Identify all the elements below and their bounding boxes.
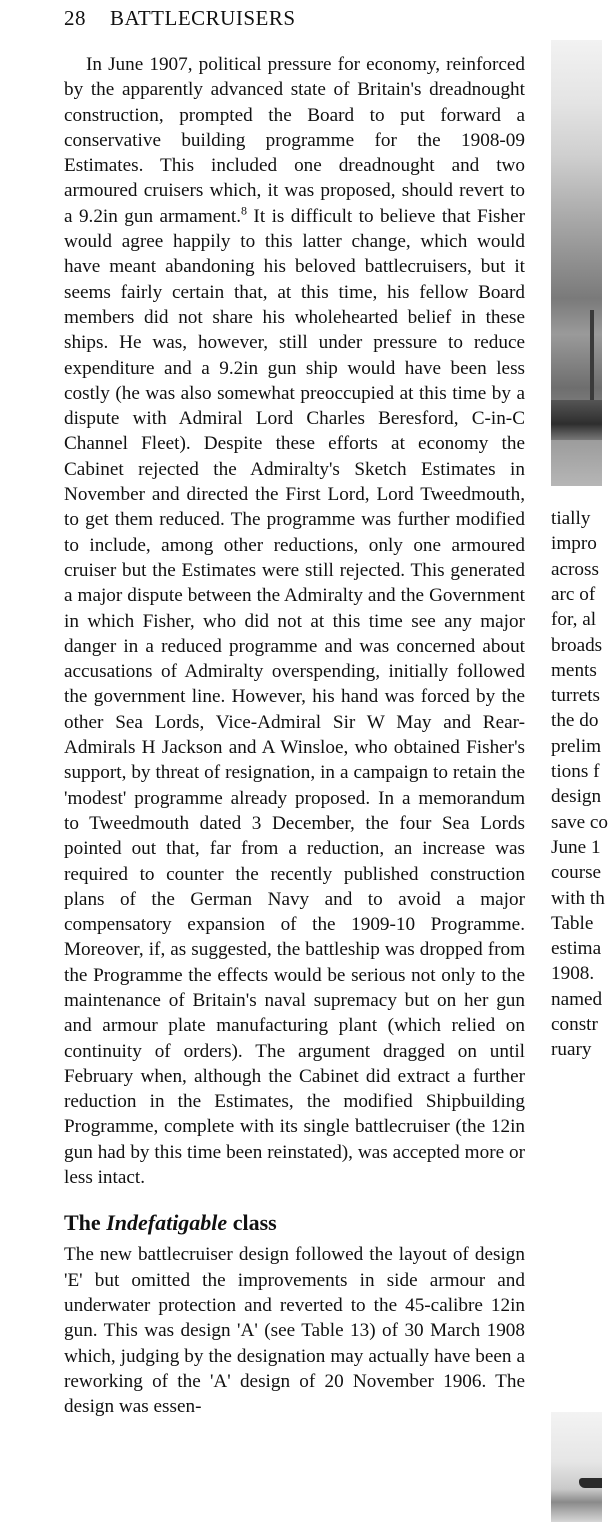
running-header [64, 6, 296, 31]
ship-silhouette [579, 1478, 602, 1488]
right-column-fragment: 1908. [551, 963, 595, 985]
right-column-fragment: with th [551, 887, 605, 909]
right-column-fragment: for, al [551, 609, 597, 631]
paragraph-economy: In June 1907, political pressure for economy, reinforced by the apparently advanced state of Britain's dreadnought construction, prompted the Board to put forward a conservative building programme for the 1908-09 Estimates. This included one dreadnought and two armoured cruisers which, it was proposed, should revert to a 9.2in gun armament.$^8$ It is difficult to believe that Fisher would agree happily to this latter change, which would have meant abandoning his beloved battlecruisers, but it seems fairly certain that, at this time, his fellow Board members did not share his wholehearted belief in these ships. He was, however, still under pressure to reduce expenditure and a 9.2in gun ship would have been less costly (he was also somewhat preoccupied at this time by a dispute with Admiral Lord Charles Beresford, C-in-C Channel Fleet). Despite these efforts at economy the Cabinet rejected the Admiralty's Sketch Estimates in November and directed the First Lord, Lord Tweedmouth, to get them reduced. The programme was further modified to include, among other reductions, only one armoured cruiser but the Estimates were still rejected. This generated a major dispute between the Admiralty and the Government in which Fisher, who did not at this time see any major danger in a reduced programme and was concerned about accusations of Admiralty overspending, initially followed the government line. However, his hand was forced by the other Sea Lords, Vice-Admiral Sir W May and Rear-Admirals H Jackson and A Winsloe, who obtained Fisher's support, by threat of resignation, in a campaign to retain the 'modest' programme already proposed. In a memorandum to Tweedmouth dated 3 December, the four Sea Lords pointed out that, far from a reduction, an increase was required to counter the recently published construction plans of the German Navy and to avoid a major compensatory expansion of the 1909-10 Programme. Moreover, if, as suggested, the battleship was dropped from the Programme the effects would be serious not only to the maintenance of Britain's naval supremacy but on her gun and armour plate manufacturing plant (which relied on continuity of orders). The argument dragged on until February when, although the Cabinet did extract a further reduction in the Estimates, the modified Shipbuilding Programme, complete with its single battlecruiser (the 12in gun had by this time been reinstated), was accepted more or less intact. [64, 54, 526, 1189]
ship-hull [551, 400, 602, 440]
main-text-column [64, 52, 525, 1419]
right-column-fragment: prelim [551, 735, 602, 757]
right-column-fragment: ruary [551, 1039, 592, 1061]
right-column-fragment: save co [551, 811, 608, 833]
running-title: BATTLECRUISERS [110, 6, 296, 30]
right-column-fragment: June 1 [551, 836, 601, 858]
right-column-fragment: named [551, 988, 603, 1010]
right-column-fragment: tions f [551, 761, 600, 782]
footnote-ref-8: 8 [241, 203, 247, 218]
right-column-fragment: course [551, 862, 602, 884]
sea-surface [551, 440, 602, 486]
right-column-fragment: ments [551, 659, 597, 681]
photo-ship-at-sea [551, 1412, 602, 1522]
right-column-fragment: arc of [551, 583, 596, 605]
photo-harbour-ship [551, 40, 602, 486]
right-column-fragment: broads [551, 634, 603, 656]
right-column-fragment: tially [551, 508, 591, 529]
right-column-fragment: design [551, 786, 602, 808]
right-column-fragment: impro [551, 533, 597, 555]
paragraph-indefatigable: The new battlecruiser design followed the layout of design 'E' but omitted the improvements in side armour and underwater protection and reverted to the 45-calibre 12in gun. This was design 'A' (see Table 13) of 30 March 1908 which, judging by the designation may actually have been a reworking of the 'A' design of 20 November 1906. The design was essen- [64, 1244, 525, 1418]
right-column-fragment: turrets [551, 685, 601, 707]
right-column-fragment: the do [551, 710, 599, 732]
right-column-fragment: across [551, 558, 599, 580]
right-column-fragment: Table [551, 912, 594, 934]
page-number: 28 [64, 6, 86, 30]
right-column-fragment: estima [551, 938, 602, 960]
section-heading: The Indefatigable class [64, 1210, 277, 1236]
right-column-fragment: constr [551, 1014, 598, 1035]
